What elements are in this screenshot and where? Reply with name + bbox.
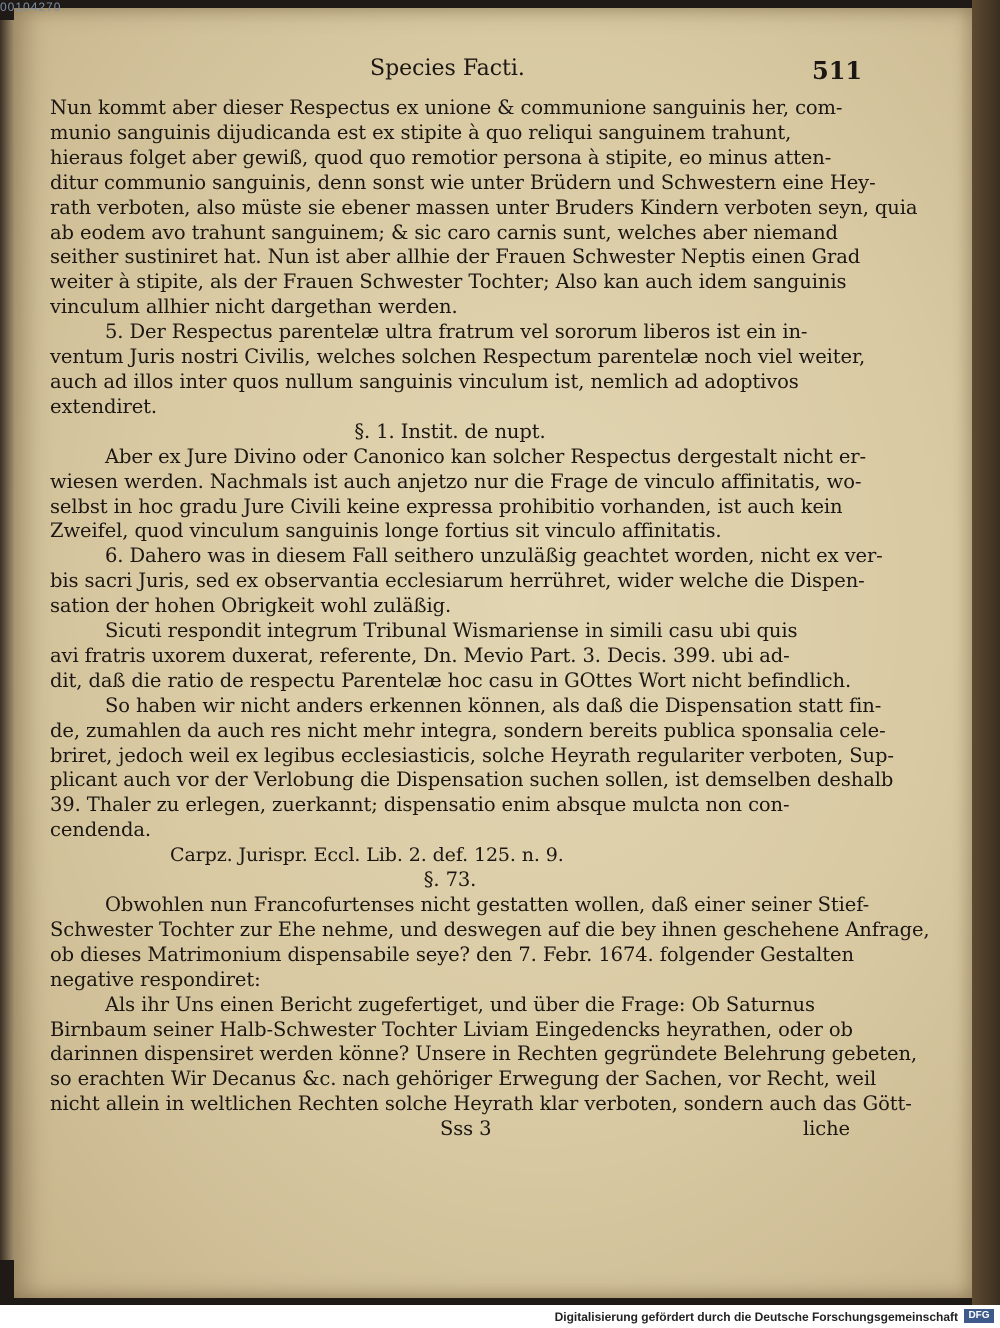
signature-mark: Sss 3 bbox=[440, 1117, 492, 1141]
catchword: liche bbox=[803, 1117, 850, 1141]
text-line: nicht allein in weltlichen Rechten solche Heyrath klar verboten, sondern auch das Gött- bbox=[50, 1092, 912, 1116]
text-line: Als ihr Uns einen Bericht zugefertiget, und über die Frage: Ob Saturnus bbox=[105, 992, 815, 1016]
text-line: munio sanguinis dijudicanda est ex stipite à quo reliqui sanguinem trahunt, bbox=[50, 120, 792, 144]
text-line: dit, daß die ratio de respectu Parentelæ hoc casu in GOttes Wort nicht befindlich. bbox=[50, 668, 852, 692]
text-line: briret, jedoch weil ex legibus ecclesiasticis, solche Heyrath regulariter verboten, Sup- bbox=[50, 743, 894, 767]
text-line: vinculum allhier nicht dargethan werden. bbox=[50, 295, 458, 319]
text-line: Obwohlen nun Francofurtenses nicht gestatten wollen, daß einer seiner Stief- bbox=[105, 893, 870, 916]
footer-bar bbox=[0, 1305, 1000, 1328]
text-line: hieraus folget aber gewiß, quod quo remotior persona à stipite, eo minus atten- bbox=[50, 145, 832, 169]
text-line: Sicuti respondit integrum Tribunal Wismariense in simili casu ubi quis bbox=[105, 619, 798, 643]
text-line: de, zumahlen da auch res nicht mehr integra, sondern bereits publica sponsalia cele- bbox=[50, 718, 886, 742]
text-line: auch ad illos inter quos nullum sanguinis vinculum ist, nemlich ad adoptivos bbox=[50, 369, 799, 393]
text-line: so erachten Wir Decanus &c. nach gehöriger Erwegung der Sachen, vor Recht, weil bbox=[50, 1067, 877, 1091]
text-line: ventum Juris nostri Civilis, welches solchen Respectum parentelæ noch viel weiter, bbox=[50, 345, 866, 369]
text-line: Birnbaum seiner Halb-Schwester Tochter Liviam Eingedencks heyrathen, oder ob bbox=[50, 1017, 853, 1041]
text-line: Carpz. Jurispr. Eccl. Lib. 2. def. 125. n. 9. bbox=[170, 844, 564, 867]
text-line: selbst in hoc gradu Jure Civili keine expressa prohibitio vorhanden, ist auch kein bbox=[50, 494, 843, 518]
text-line: plicant auch vor der Verlobung die Dispensation suchen sollen, ist demselben deshalb bbox=[50, 768, 894, 792]
text-line: §. 73. bbox=[423, 868, 477, 892]
running-title: Species Facti. bbox=[370, 56, 525, 81]
text-line: wiesen werden. Nachmals ist auch anjetzo nur die Frage de vinculo affinitatis, wo- bbox=[50, 469, 862, 493]
text-line: cendenda. bbox=[50, 818, 152, 842]
text-line: ditur communio sanguinis, denn sonst wie unter Brüdern und Schwestern eine Hey- bbox=[50, 170, 876, 194]
text-line: Nun kommt aber dieser Respectus ex unione & communione sanguinis her, com- bbox=[50, 96, 843, 119]
page-foot-row bbox=[50, 1117, 850, 1143]
text-body bbox=[50, 96, 930, 1117]
dfg-logo: DFG bbox=[964, 1309, 994, 1323]
text-line: sation der hohen Obrigkeit wohl zuläßig. bbox=[50, 594, 452, 618]
text-line: 39. Thaler zu erlegen, zuerkannt; dispensatio enim absque mulcta non con- bbox=[50, 793, 790, 817]
page-number: 511 bbox=[812, 56, 863, 85]
text-line: avi fratris uxorem duxerat, referente, Dn. Mevio Part. 3. Decis. 399. ubi ad- bbox=[50, 643, 790, 667]
page-right-edge bbox=[972, 0, 1000, 1305]
page-content bbox=[50, 56, 930, 1143]
text-line: extendiret. bbox=[50, 394, 157, 418]
text-line: 6. Dahero was in diesem Fall seithero unzuläßig geachtet worden, nicht ex ver- bbox=[105, 544, 883, 568]
text-line: So haben wir nicht anders erkennen können, als daß die Dispensation statt fin- bbox=[105, 693, 882, 717]
text-line: ab eodem avo trahunt sanguinem; & sic caro carnis sunt, welches aber niemand bbox=[50, 220, 838, 244]
text-line: §. 1. Instit. de nupt. bbox=[354, 419, 546, 443]
text-line: Zweifel, quod vinculum sanguinis longe fortius sit vinculo affinitatis. bbox=[50, 519, 722, 543]
text-line: Aber ex Jure Divino oder Canonico kan solcher Respectus dergestalt nicht er- bbox=[105, 444, 866, 468]
text-line: weiter à stipite, als der Frauen Schwester Tochter; Also kan auch idem sanguinis bbox=[50, 270, 847, 294]
text-line: rath verboten, also müste sie ebener massen unter Bruders Kindern verboten seyn, quia bbox=[50, 195, 918, 219]
footer-credit: Digitalisierung gefördert durch die Deutsche Forschungsgemeinschaft bbox=[554, 1310, 958, 1324]
page-header bbox=[50, 56, 863, 96]
text-line: 5. Der Respectus parentelæ ultra fratrum vel sororum liberos ist ein in- bbox=[105, 320, 808, 344]
text-line: negative respondiret: bbox=[50, 967, 261, 991]
text-line: darinnen dispensiret werden könne? Unsere in Rechten gegründete Belehrung gebeten, bbox=[50, 1042, 918, 1066]
text-line: Schwester Tochter zur Ehe nehme, und deswegen auf die bey ihnen geschehene Anfrage, bbox=[50, 917, 930, 941]
text-line: ob dieses Matrimonium dispensabile seye? den 7. Febr. 1674. folgender Gestalten bbox=[50, 942, 854, 966]
text-line: seither sustiniret hat. Nun ist aber allhie der Frauen Schwester Neptis einen Grad bbox=[50, 245, 861, 269]
catalog-id: 00104270 bbox=[0, 0, 62, 14]
text-line: bis sacri Juris, sed ex observantia ecclesiarum herrühret, wider welche die Dispen- bbox=[50, 569, 865, 593]
